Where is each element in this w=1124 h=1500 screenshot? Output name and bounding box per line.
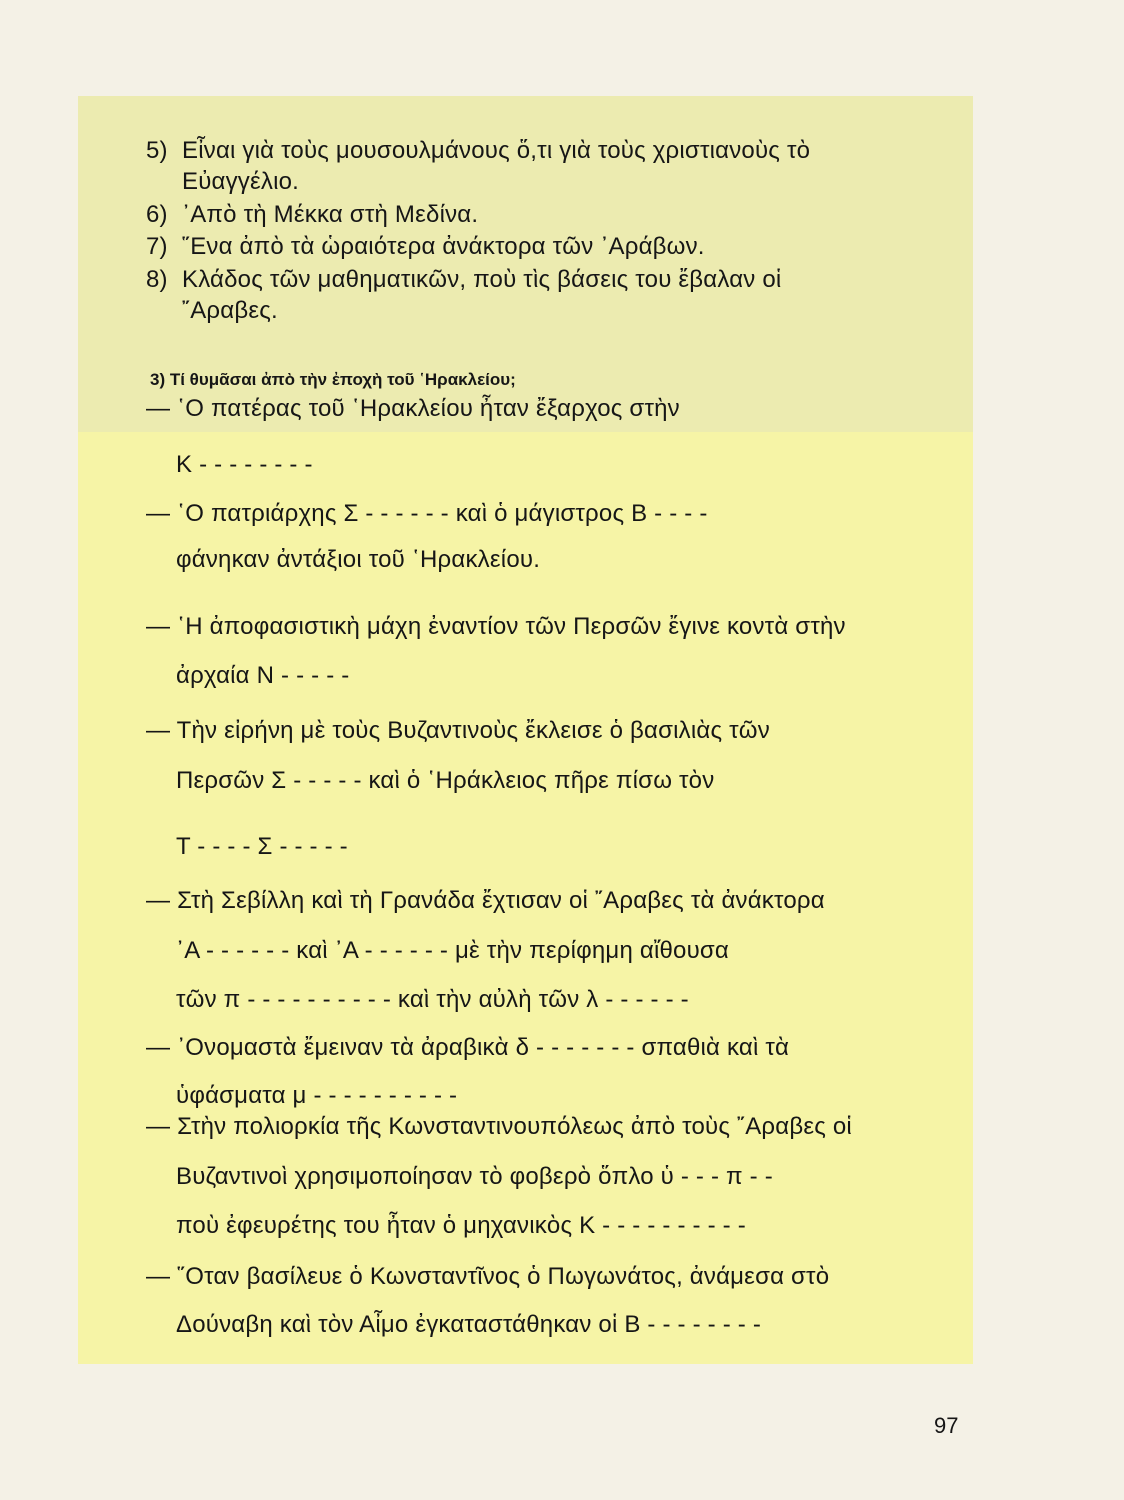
fill-line-19: Δούναβη καὶ τὸν Αἶμο ἐγκαταστάθηκαν οἱ Β - - - - - - - - xyxy=(176,1311,762,1338)
fill-line-1: — ῾Ο πατέρας τοῦ ῾Ηρακλείου ἦταν ἔξαρχος στὴν xyxy=(146,395,680,422)
fill-line-5: — ῾Η ἀποφασιστικὴ μάχη ἐναντίον τῶν Περσῶν ἔγινε κοντὰ στὴν xyxy=(146,613,846,640)
fill-line-10: — Στὴ Σεβίλλη καὶ τὴ Γρανάδα ἔχτισαν οἱ ῎Αραβες τὰ ἀνάκτορα xyxy=(146,887,825,914)
answer-5-line-1 xyxy=(146,137,810,165)
fill-line-11: ᾽Α - - - - - - καὶ ᾽Α - - - - - - μὲ τὴν περίφημη αἴθουσα xyxy=(176,937,729,964)
answer-text: ᾽Απὸ τὴ Μέκκα στὴ Μεδίνα. xyxy=(182,201,479,228)
fill-line-2: Κ - - - - - - - - xyxy=(176,451,313,478)
answer-6 xyxy=(146,201,478,229)
fill-line-8: Περσῶν Σ - - - - - καὶ ὁ ῾Ηράκλειος πῆρε πίσω τὸν xyxy=(176,767,715,794)
page-number: 97 xyxy=(934,1413,959,1438)
answer-text: ῞Ενα ἀπὸ τὰ ὡραιότερα ἀνάκτορα τῶν ᾽Αράβων. xyxy=(182,233,705,260)
answer-text: Κλάδος τῶν μαθηματικῶν, ποὺ τὶς βάσεις του ἔβαλαν οἱ xyxy=(182,266,782,293)
answer-text: Εἶναι γιὰ τοὺς μουσουλμάνους ὅ,τι γιὰ τοὺς χριστιανοὺς τὸ xyxy=(182,137,811,164)
section-3-heading: 3) Τί θυμᾶσαι ἀπὸ τὴν ἐποχὴ τοῦ ῾Ηρακλείου; xyxy=(150,370,516,389)
answer-number: 5) xyxy=(146,137,168,164)
fill-line-13: — ᾽Ονομαστὰ ἔμειναν τὰ ἀραβικὰ δ - - - - - - - σπαθιὰ καὶ τὰ xyxy=(146,1034,790,1061)
answer-8-line-2: ῎Αραβες. xyxy=(182,297,278,324)
answer-5-line-2: Εὐαγγέλιο. xyxy=(182,168,300,195)
answer-8-line-1 xyxy=(146,266,781,294)
fill-line-15: — Στὴν πολιορκία τῆς Κωνσταντινουπόλεως ἀπὸ τοὺς ῎Αραβες οἱ xyxy=(146,1113,852,1140)
fill-line-18: — ῞Οταν βασίλευε ὁ Κωνσταντῖνος ὁ Πωγωνάτος, ἀνάμεσα στὸ xyxy=(146,1263,830,1290)
fill-line-14: ὑφάσματα μ - - - - - - - - - - xyxy=(176,1082,458,1109)
answer-number: 6) xyxy=(146,201,168,228)
answer-number: 7) xyxy=(146,233,168,260)
fill-line-7: — Τὴν εἰρήνη μὲ τοὺς Βυζαντινοὺς ἔκλεισε ὁ βασιλιὰς τῶν xyxy=(146,717,770,744)
fill-line-6: ἀρχαία Ν - - - - - xyxy=(176,662,350,689)
fill-line-9: Τ - - - - Σ - - - - - xyxy=(176,833,348,860)
fill-line-4: φάνηκαν ἀντάξιοι τοῦ ῾Ηρακλείου. xyxy=(176,546,541,573)
answer-7 xyxy=(146,233,705,261)
fill-line-17: ποὺ ἐφευρέτης του ἦταν ὁ μηχανικὸς Κ - - - - - - - - - - xyxy=(176,1212,746,1239)
fill-line-16: Βυζαντινοὶ χρησιμοποίησαν τὸ φοβερὸ ὅπλο ὑ - - - π - - xyxy=(176,1163,773,1190)
answer-number: 8) xyxy=(146,266,168,293)
fill-line-12: τῶν π - - - - - - - - - - καὶ τὴν αὐλὴ τῶν λ - - - - - - xyxy=(176,986,689,1013)
fill-line-3: — ῾Ο πατριάρχης Σ - - - - - - καὶ ὁ μάγιστρος Β - - - - xyxy=(146,500,708,527)
